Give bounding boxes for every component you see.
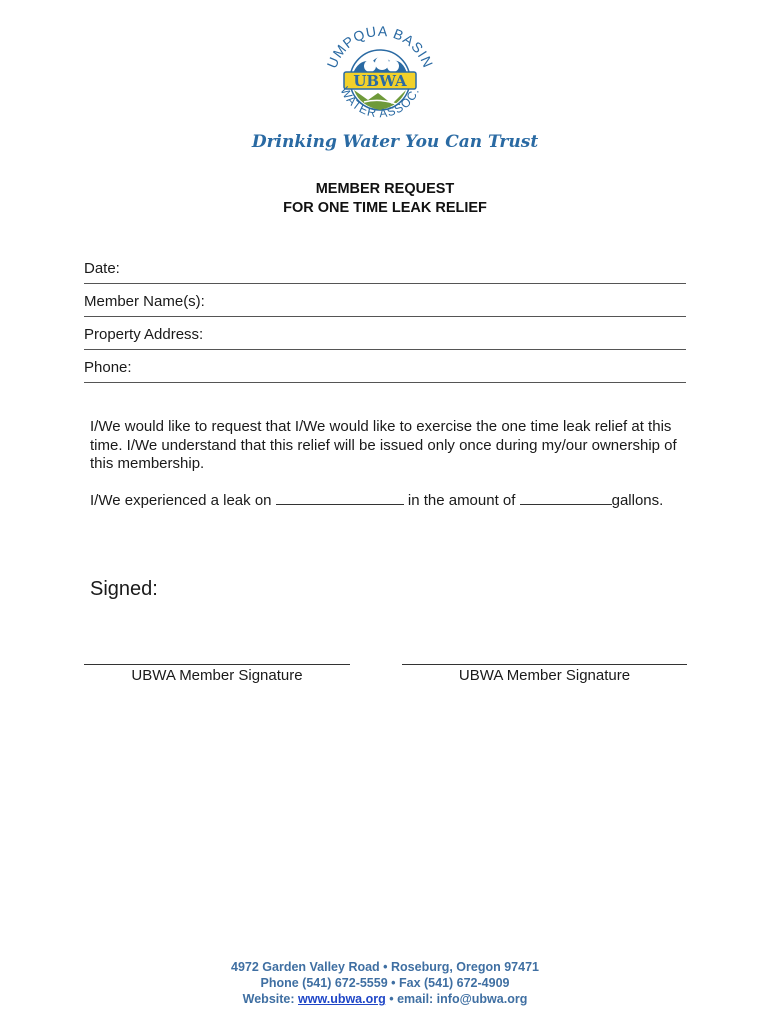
signed-label: Signed: xyxy=(90,578,158,600)
footer-address: 4972 Garden Valley Road • Roseburg, Oregon 97471 xyxy=(231,960,539,974)
form-title-line-1: MEMBER REQUEST xyxy=(315,181,455,197)
form-title-line-2: FOR ONE TIME LEAK RELIEF xyxy=(283,200,487,216)
footer-phone: Phone (541) 672-5559 • Fax (541) 672-4909 xyxy=(260,976,510,990)
leak-prefix: I/We experienced a leak on xyxy=(90,492,272,509)
ubwa-logo xyxy=(320,18,440,138)
signature-line-1[interactable] xyxy=(84,664,350,665)
request-paragraph: I/We would like to request that I/We would like to exercise the one time leak relief at this time. I/We understand that this relief will be issued only once during my/our ownership of this membership. xyxy=(90,418,677,472)
logo-top-arc-text: UMPQUA BASIN xyxy=(323,22,437,71)
leak-gallons-blank[interactable] xyxy=(520,490,612,505)
logo-bottom-arc-text: WATER ASSOC. xyxy=(337,84,423,121)
tagline: Drinking Water You Can Trust xyxy=(251,132,539,152)
leak-middle: in the amount of xyxy=(407,492,516,509)
phone-field[interactable] xyxy=(84,350,686,383)
website-link[interactable]: www.ubwa.org xyxy=(298,992,386,1006)
property-address-field[interactable] xyxy=(84,317,686,350)
logo-center-text: UBWA xyxy=(353,72,407,90)
leak-date-blank[interactable] xyxy=(276,490,404,505)
signature-label-1: UBWA Member Signature xyxy=(131,667,303,684)
signature-label-2: UBWA Member Signature xyxy=(458,667,631,684)
footer-website-label: Website: xyxy=(242,992,295,1006)
leak-statement xyxy=(90,490,663,509)
property-address-label: Property Address: xyxy=(84,326,204,343)
member-names-label: Member Name(s): xyxy=(84,293,205,310)
footer-email: • email: info@ubwa.org xyxy=(389,992,528,1006)
phone-label: Phone: xyxy=(84,359,132,376)
leak-suffix: gallons. xyxy=(611,492,664,509)
date-field[interactable] xyxy=(84,251,686,284)
signature-line-2[interactable] xyxy=(402,664,687,665)
member-names-field[interactable] xyxy=(84,284,686,317)
footer-contact xyxy=(0,992,770,1008)
date-label: Date: xyxy=(84,260,120,277)
